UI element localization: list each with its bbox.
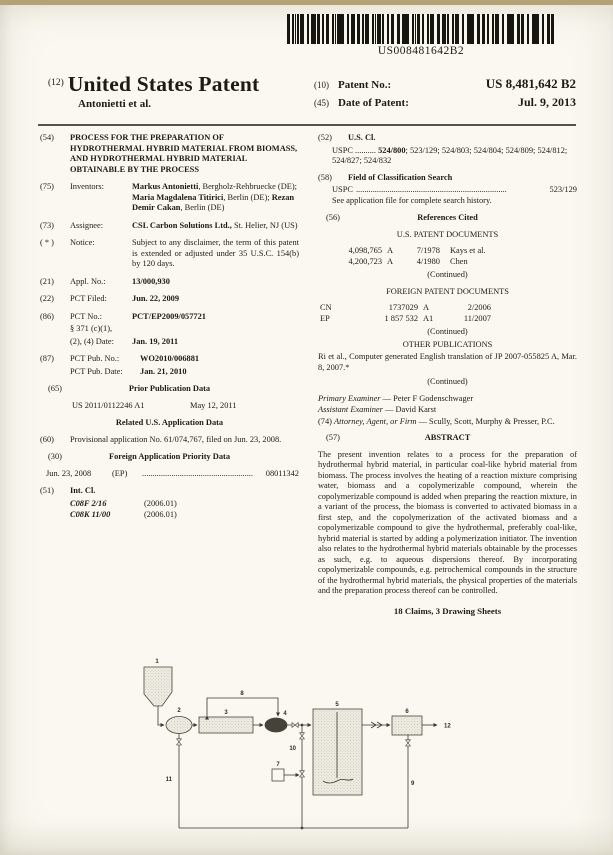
spacer: [40, 337, 70, 348]
barcode-block: [287, 14, 555, 57]
continued-note: (Continued): [427, 327, 468, 336]
inid-22: (22): [40, 294, 54, 303]
sect371-line1: [40, 324, 299, 335]
pct-filed-label: PCT Filed:: [70, 294, 107, 303]
sect371-line2: [40, 337, 299, 348]
prior-publication-heading: [40, 384, 299, 395]
citation-kind: A1: [423, 313, 434, 323]
figure-label: 9: [411, 781, 415, 787]
assistant-examiner-line: [318, 405, 577, 416]
foreign-citation-row: [318, 303, 577, 314]
prior-publication-row: [40, 401, 299, 412]
valve-icon: [292, 723, 298, 728]
citation-number: 4,200,723: [348, 256, 382, 266]
int-cl-row: [40, 499, 299, 510]
left-column: [40, 133, 299, 616]
inid-51: (51): [40, 486, 54, 495]
date-of-patent-label: Date of Patent:: [338, 97, 409, 109]
continued-note: (Continued): [427, 377, 468, 386]
page-title: United States Patent: [67, 72, 260, 96]
primary-examiner-label: Primary Examiner: [318, 393, 381, 403]
pretreatment-unit: [199, 717, 253, 733]
bypass-line: [207, 698, 278, 716]
valve-icon: [406, 740, 411, 746]
inid-58: (58): [318, 172, 332, 182]
valve-icon: [177, 739, 182, 745]
invention-title-entry: [40, 133, 299, 175]
inid-57: (57): [326, 433, 340, 442]
continued-note: (Continued): [427, 270, 468, 279]
references-cited-title: References Cited: [417, 213, 478, 222]
sect371-label2: (2), (4) Date:: [70, 336, 114, 346]
appl-no-entry: [40, 277, 299, 288]
header-left: [48, 72, 259, 110]
figure-label: 11: [165, 777, 172, 783]
citation-date: 7/1978: [416, 246, 440, 255]
notice-entry: [40, 238, 299, 270]
priority-office: (EP): [112, 468, 128, 478]
citation-country: EP: [320, 313, 330, 323]
prior-pub-number: US 2011/0112246 A1: [72, 400, 145, 410]
date-of-patent-value: Jul. 9, 2013: [517, 95, 576, 109]
related-data-heading: Related U.S. Application Data: [115, 418, 224, 427]
separator-unit: [392, 716, 422, 735]
hydrothermal-reactor: [313, 709, 362, 795]
pct-pub-no-entry: [40, 354, 299, 365]
priority-date: Jun. 23, 2008: [46, 468, 92, 478]
related-data-text: Provisional application No. 61/074,767, filed on Jun. 23, 2008.: [70, 434, 282, 444]
inventors-label: Inventors:: [70, 182, 104, 191]
assignee-entry: [40, 221, 299, 232]
appl-no-label: Appl. No.:: [70, 276, 106, 286]
inid-74: (74): [318, 416, 332, 426]
citation-number: 4,098,765: [348, 246, 382, 255]
inid-56: (56): [326, 213, 340, 222]
foreign-priority-title: Foreign Application Priority Data: [108, 452, 231, 461]
us-patent-docs-heading: U.S. PATENT DOCUMENTS: [396, 229, 499, 239]
pct-pub-date-label: PCT Pub. Date:: [70, 366, 123, 376]
figure-label: 10: [289, 746, 296, 752]
us-cl-label: U.S. Cl.: [348, 133, 376, 142]
inid-60: (60): [40, 434, 54, 444]
spacer: [40, 324, 70, 335]
int-cl-entry: [40, 486, 299, 497]
pct-pub-no-label: PCT Pub. No.:: [70, 354, 120, 363]
inventor-location: , Berlin (DE): [180, 203, 225, 212]
figure-label: 4: [283, 711, 287, 717]
patent-number-row: [314, 76, 576, 92]
inid-86: (86): [40, 311, 54, 321]
secondary-classes: ; 523/129; 524/803; 524/804; 524/809; 524/812; 524/827; 524/832: [332, 145, 568, 165]
foreign-docs-heading: FOREIGN PATENT DOCUMENTS: [386, 286, 509, 296]
patent-no-value: US 8,481,642 B2: [485, 76, 576, 91]
figure-label: 8: [240, 691, 244, 697]
assignee-location: St. Helier, NJ (US): [231, 220, 298, 230]
pct-pub-date-entry: [40, 367, 299, 378]
primary-examiner-line: [318, 394, 577, 405]
inid-75: (75): [40, 182, 54, 191]
inventor-location: , Berlin (DE);: [223, 192, 272, 202]
assignee-value: [132, 221, 299, 232]
hopper-vessel: [144, 667, 172, 706]
leader-dots: ........................................................................: [355, 185, 507, 194]
pct-no-label: PCT No.:: [70, 311, 102, 321]
kind-code: (12): [48, 78, 64, 88]
inid-73: (73): [40, 220, 54, 230]
ipc-code: C08K 11/00: [70, 510, 111, 519]
inid-87: (87): [40, 354, 54, 363]
us-cl-value: [318, 146, 577, 167]
inventor-name: Rezan Demir Cakan: [132, 192, 295, 212]
ipc-code: C08F 2/16: [70, 498, 107, 508]
references-cited-heading: [318, 213, 577, 224]
abstract-text: The present invention relates to a process for the preparation of hydrothermal hybrid material, in particular coal-like hybrid material from biomass. The process involves the heating of a reaction mixture comprising water, biomass and a copolymerizable compound, wherein the copolymerizable compound is added when preparing the reaction mixture, in a variant of the process, the biomass is converted to activated biomass in a first step, and the copolymerization of the activated biomass and a copolymerizable compound to give the hydrothermal, preferably coal-like, hybrid material is started by adding a polymerization initiator. The invention also relates to the hydrothermal hybrid materials obtainable by the processes as such, e.g. to aqueous dispersions thereof. By incorporating copolymerizable compounds, e.g. petrochemical compounds in the structure of the hydrothermal hybrid materials, the physical properties of the materials and the preparation process thereof can be controlled.: [318, 449, 577, 595]
citation-name: Chen: [450, 256, 468, 266]
pct-pub-date-value: Jan. 21, 2010: [140, 366, 187, 376]
foreign-citation-row: [318, 314, 577, 325]
assistant-examiner-name: — David Karst: [385, 405, 437, 414]
citation-date: 4/1980: [416, 256, 440, 266]
inid-star: ( * ): [40, 238, 54, 247]
us-citation-row: [318, 257, 577, 268]
pct-filed-entry: [40, 294, 299, 305]
primary-class: 524/800: [378, 145, 406, 155]
foreign-priority-heading: [40, 452, 299, 463]
inventor-name: Markus Antonietti: [132, 182, 199, 191]
patent-no-label: Patent No.:: [338, 79, 392, 91]
inid-65: (65): [48, 384, 62, 393]
field-search-label: Field of Classification Search: [348, 172, 453, 182]
valve-icon: [300, 771, 305, 777]
figure-label: 2: [177, 708, 181, 714]
header-divider: [38, 124, 576, 126]
inventor-location: , Bergholz-Rehbruecke (DE);: [198, 182, 297, 191]
pct-no-entry: [40, 312, 299, 323]
prior-pub-date: May 12, 2011: [190, 400, 237, 410]
sect371-label1: § 371 (c)(1),: [70, 324, 113, 333]
barcode: [287, 14, 555, 44]
citation-kind: A: [386, 246, 394, 255]
inid-21: (21): [40, 276, 54, 286]
uspc-label: USPC: [332, 185, 353, 194]
spacer: [40, 367, 70, 378]
citation-country: CN: [320, 303, 332, 312]
figure-label: 1: [155, 659, 159, 665]
valve-icon: [300, 733, 305, 739]
uspc-label: USPC: [332, 145, 353, 155]
citation-name: Kays et al.: [450, 246, 486, 255]
bibliographic-columns: [40, 133, 577, 616]
invention-title: PROCESS FOR THE PREPARATION OF HYDROTHERMAL HYBRID MATERIAL FROM BIOMASS, AND HYDROTHERMAL HYBRID MATERIAL OBTAINABLE BY THE PROCESS: [70, 133, 298, 174]
priority-number: 08011342: [265, 468, 299, 478]
citation-date: 11/2007: [463, 313, 491, 323]
field-search-note: See application file for complete search history.: [332, 195, 492, 205]
citation-date: 2/2006: [467, 303, 491, 312]
ipc-version: (2006.01): [144, 510, 177, 519]
abstract-heading: [318, 433, 577, 444]
us-citation-row: [318, 246, 577, 257]
pct-pub-no-value: WO2010/006881: [140, 354, 200, 363]
pct-filed-value: Jun. 22, 2009: [132, 294, 180, 303]
pct-no-value: PCT/EP2009/057721: [132, 311, 206, 321]
leader-dots: ..........: [355, 145, 376, 155]
inventors-value: [132, 182, 299, 214]
leader-dots: .....................................................: [142, 468, 253, 478]
appl-no-value: 13/000,930: [132, 276, 170, 286]
citation-kind: A: [423, 303, 430, 312]
claims-line: 18 Claims, 3 Drawing Sheets: [393, 605, 502, 616]
field-search-entry: [318, 173, 577, 184]
figure-label: 12: [444, 723, 451, 730]
int-cl-row: [40, 510, 299, 521]
inid-10: (10): [314, 80, 329, 90]
inid-52: (52): [318, 133, 332, 142]
assignee-name: CSL Carbon Solutions Ltd.,: [132, 220, 232, 230]
figure-label: 3: [224, 710, 228, 716]
primary-examiner-name: — Peter F Godenschwager: [382, 393, 474, 403]
field-search-uspc: [318, 185, 577, 196]
search-class: 523/129: [549, 185, 577, 194]
activation-vessel: [265, 718, 287, 732]
mixer-vessel: [166, 717, 192, 734]
abstract-title: ABSTRACT: [424, 433, 471, 442]
citation-kind: A: [386, 256, 394, 266]
sect371-date: Jan. 19, 2011: [132, 336, 179, 346]
foreign-priority-row: [40, 469, 299, 480]
inventor-name: Maria Magdalena Titirici: [132, 192, 224, 202]
header-right: [314, 76, 576, 113]
other-publications-heading: OTHER PUBLICATIONS: [402, 339, 493, 349]
right-column: [318, 133, 577, 616]
inid-30: (30): [48, 452, 62, 461]
other-publication-text: Ri et al., Computer generated English translation of JP 2007-055825 A, Mar. 8, 2007.*: [318, 352, 577, 372]
scan-top-edge: [0, 0, 613, 5]
inid-54: (54): [40, 133, 54, 142]
feed-line: [158, 706, 164, 725]
inventors-entry: [40, 182, 299, 214]
assistant-examiner-label: Assistant Examiner: [318, 405, 383, 414]
citation-number: 1737029: [388, 303, 418, 312]
assignee-label: Assignee:: [70, 220, 104, 230]
us-cl-entry: [318, 133, 577, 144]
int-cl-label: Int. Cl.: [70, 486, 96, 495]
citation-number: 1 857 532: [384, 313, 418, 323]
initiator-feed-box: [272, 769, 284, 781]
ipc-version: (2006.01): [144, 498, 177, 508]
barcode-number: US008481642B2: [377, 45, 465, 57]
patent-date-row: [314, 95, 576, 110]
figure-label: 5: [335, 702, 339, 708]
related-data-entry: [40, 435, 299, 446]
first-inventor-line: Antonietti et al.: [78, 98, 152, 110]
attorney-line: [318, 417, 577, 428]
notice-text: Subject to any disclaimer, the term of this patent is extended or adjusted under 35 U.S.C. 154(b) by 120 days.: [132, 238, 299, 268]
notice-label: Notice:: [70, 238, 95, 247]
inid-45: (45): [314, 98, 329, 108]
drawing-sheet-figure: [100, 650, 500, 850]
prior-publication-title: Prior Publication Data: [128, 384, 211, 393]
attorney-label: Attorney, Agent, or Firm: [334, 416, 417, 426]
figure-label: 7: [276, 762, 280, 768]
figure-label: 6: [405, 709, 409, 715]
attorney-name: — Scully, Scott, Murphy & Presser, P.C.: [418, 416, 555, 426]
